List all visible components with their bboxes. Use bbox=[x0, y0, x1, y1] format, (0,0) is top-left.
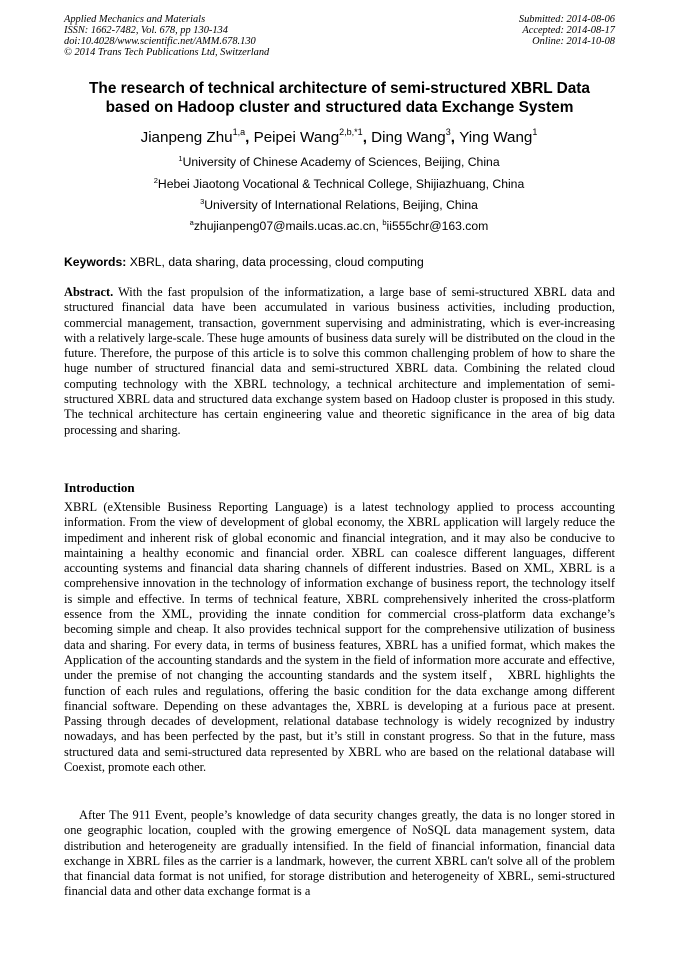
copyright: © 2014 Trans Tech Publications Ltd, Switzerland bbox=[64, 46, 270, 58]
author-list: Jianpeng Zhu$^{1,a}$, Peipei Wang$^{2,b,*1}$, Ding Wang$^3$, Ying Wang$^1$ bbox=[140, 127, 538, 146]
accepted-date: Accepted: 2014-08-17 bbox=[522, 24, 615, 36]
affiliation-2 bbox=[40, 177, 638, 192]
author-name: Ying Wang bbox=[459, 129, 533, 146]
doi: doi:10.4028/www.scientific.net/AMM.678.130 bbox=[64, 35, 256, 47]
affiliation-text: University of Chinese Academy of Sciences, Beijing, China bbox=[182, 155, 500, 169]
author-name: Ding Wang bbox=[371, 129, 446, 146]
email-address: zhujianpeng07@mails.ucas.ac.cn bbox=[193, 219, 376, 233]
author-superscript: 1,a bbox=[232, 127, 246, 137]
abstract-text: With the fast propulsion of the informatization, a large base of semi-structured XBRL data and structured financial data have been accumulated in various business activities, including production, commercial management, transaction, government supervising and administrating, which is ever-increasing with a relatively large-scale. These huge amounts of business data surely will be distributed on the cloud in the future. Therefore, the purpose of this article is to solve this common challenging problem of how to share the huge number of structured financial data and semi-structured XBRL data. Combining the related cloud computing technology with the XBRL technology, a technical architecture and implementation of semi-structured XBRL data and structured data exchange system based on Hadoop cluster is proposed in this study. The technical architecture has certain engineering value and theoretic significance in the area of big data processing and sharing. bbox=[64, 285, 615, 437]
paper-title bbox=[64, 79, 615, 117]
affiliation-text: Hebei Jiaotong Vocational & Technical College, Shijiazhuang, China bbox=[157, 177, 525, 191]
author-emails: $^a$zhujianpeng07@mails.ucas.ac.cn, $^b$ii555chr@163.com bbox=[189, 218, 489, 233]
author-superscript: 2,b,*1 bbox=[339, 127, 363, 137]
email-superscript: b bbox=[382, 218, 387, 227]
abstract-label: Abstract. bbox=[64, 285, 114, 299]
email-address: ii555chr@163.com bbox=[386, 219, 489, 233]
affiliation-1 bbox=[40, 155, 638, 170]
affiliation-superscript: 2 bbox=[153, 176, 158, 185]
keywords-text: XBRL, data sharing, data processing, cloud computing bbox=[129, 255, 424, 269]
author-name: Jianpeng Zhu bbox=[140, 129, 233, 146]
journal-info bbox=[64, 15, 269, 59]
issn-volume: ISSN: 1662-7482, Vol. 678, pp 130-134 bbox=[64, 24, 228, 36]
abstract bbox=[64, 285, 615, 438]
affiliation-3 bbox=[40, 198, 638, 213]
email-superscript: a bbox=[189, 218, 194, 227]
introduction-paragraph-2: After The 911 Event, people’s knowledge of data security changes greatly, the data is no longer stored in one geographic location, coupled with the growing emergence of NoSQL data management system, data distribution and heterogeneity are gradually intensified. In the field of financial information, financial data exchange in XBRL files as the carrier is a landmark, however, the current XBRL can't solve all of the problem that financial data format is not unified, for storage distribution and heterogeneity of XBRL, semi-structured financial data and other data exchange format is a bbox=[64, 808, 615, 899]
publication-dates bbox=[519, 15, 615, 48]
author-superscript: 1 bbox=[532, 127, 538, 137]
title-line-1: The research of technical architecture of semi-structured XBRL Data bbox=[89, 80, 590, 97]
title-line-2: based on Hadoop cluster and structured data Exchange System bbox=[105, 99, 574, 116]
affiliation-superscript: 1 bbox=[178, 154, 183, 163]
introduction-paragraph-1: XBRL (eXtensible Business Reporting Language) is a latest technology applied to process accounting information. From the view of development of global economy, the XBRL application will largely reduce the impediment and inherent risk of global economic and financial integration, and it may also be conducive to maintaining a healthy economic and financial order. XBRL can coalesce different languages, different accounting systems and financial data sharing channels of different industries. Based on XML, XBRL is a comprehensive innovation in the technology of information exchange of business report, the technology itself is simple and effective. In terms of technical feature, XBRL comprehensively inherited the cross-platform essence from the XML, providing the innate condition for commercial cross-platform data exchange’s becoming simple and cheap. It also provides technical support for the comprehensive utilization of business data and sharing. For every data, in terms of business features, XBRL has a unified format, which makes the Application of the accounting standards and the system in the field of information more accurate and effective, under the premise of not changing the accounting standards and the system itself， XBRL highlights the function of each rules and regulations, offering the basic condition for the data exchange among different financial software. Depending on these advantages the, XBRL is developing at a furious pace at present. Passing through decades of development, relational database technology is widely recognized by industry nowadays, and has been perfected by the past, but it’s still in constant progress. So that in the future, mass structured data and semi-structured data represented by XBRL who are based on the relational database will Coexist, promote each other. bbox=[64, 500, 615, 775]
submitted-date: Submitted: 2014-08-06 bbox=[518, 14, 615, 25]
author-superscript: 3 bbox=[445, 127, 451, 137]
introduction-heading: Introduction bbox=[64, 480, 135, 495]
journal-name: Applied Mechanics and Materials bbox=[64, 14, 206, 25]
author-name: Peipei Wang bbox=[253, 129, 340, 146]
online-date: Online: 2014-10-08 bbox=[532, 35, 615, 47]
affiliation-text: University of International Relations, Beijing, China bbox=[204, 198, 478, 212]
keywords bbox=[64, 255, 615, 270]
affiliation-superscript: 3 bbox=[200, 197, 205, 206]
keywords-label: Keywords: bbox=[64, 255, 127, 269]
